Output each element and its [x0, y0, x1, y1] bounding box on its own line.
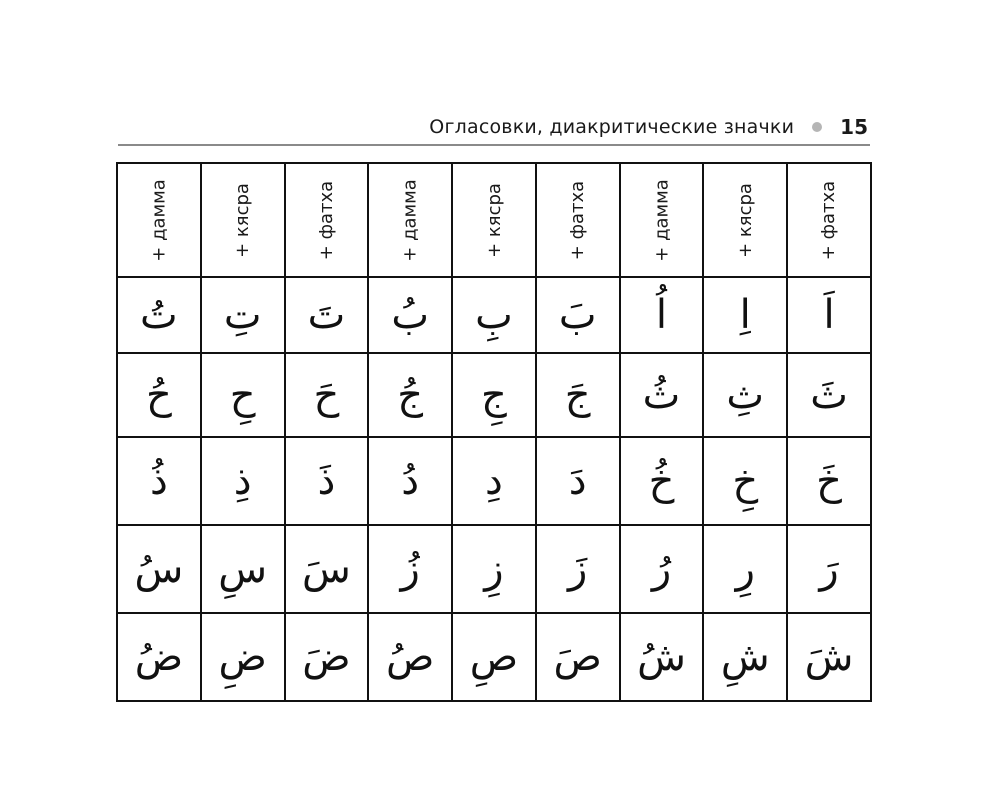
arabic-syllable: ثُ: [642, 372, 681, 418]
column-header: [620, 163, 704, 277]
arabic-syllable: اَ: [823, 292, 835, 338]
table-cell: [787, 613, 871, 701]
table-cell: [285, 353, 369, 437]
arabic-syllable: سِ: [218, 546, 268, 592]
arabic-syllable: صَ: [553, 634, 602, 680]
arabic-syllable: اِ: [739, 292, 751, 338]
arabic-syllable: رَ: [819, 546, 839, 592]
table-cell: [452, 353, 536, 437]
table-cell: [201, 613, 285, 701]
table-cell: [620, 277, 704, 353]
table-cell: [117, 525, 201, 613]
table-cell: [703, 525, 787, 613]
table-cell: [201, 525, 285, 613]
table-cell: [368, 525, 452, 613]
arabic-syllable: سُ: [134, 546, 184, 592]
arabic-syllable: تِ: [223, 292, 262, 338]
table-cell: [536, 277, 620, 353]
arabic-syllable: دُ: [401, 458, 420, 504]
vowel-table: [116, 162, 872, 702]
arabic-syllable: ثِ: [726, 372, 765, 418]
table-cell: [452, 277, 536, 353]
arabic-syllable: حُ: [145, 372, 172, 418]
arabic-syllable: ذُ: [149, 458, 168, 504]
table-cell: [703, 277, 787, 353]
section-title: Огласовки, диакритические значки: [429, 116, 795, 138]
column-header: [536, 163, 620, 277]
column-header-label: + дамма: [651, 178, 673, 262]
column-header: [368, 163, 452, 277]
arabic-syllable: صِ: [469, 634, 519, 680]
arabic-syllable: اُ: [655, 292, 668, 338]
arabic-syllable: شُ: [637, 634, 686, 680]
table-cell: [703, 437, 787, 525]
table-cell: [285, 613, 369, 701]
table-cell: [117, 437, 201, 525]
column-header: [452, 163, 536, 277]
arabic-syllable: دَ: [568, 458, 587, 504]
table-cell: [117, 277, 201, 353]
arabic-syllable: ضُ: [134, 634, 184, 680]
arabic-syllable: جَ: [564, 372, 591, 418]
arabic-syllable: بُ: [391, 292, 429, 338]
table-cell: [452, 613, 536, 701]
column-header-label: + кясра: [232, 182, 254, 258]
table-cell: [703, 613, 787, 701]
column-header: [787, 163, 871, 277]
column-header: [201, 163, 285, 277]
column-header-label: + дамма: [400, 178, 422, 262]
table-cell: [620, 353, 704, 437]
column-header-label: + кясра: [483, 182, 505, 258]
arabic-syllable: ذَ: [317, 458, 336, 504]
table-cell: [703, 353, 787, 437]
bullet-dot-icon: [812, 122, 822, 132]
column-header-label: + фатха: [567, 180, 589, 260]
arabic-syllable: سَ: [302, 546, 351, 592]
arabic-syllable: رُ: [651, 546, 672, 592]
arabic-syllable: جُ: [397, 372, 424, 418]
table-cell: [201, 353, 285, 437]
header-row: [117, 163, 871, 277]
table-cell: [536, 613, 620, 701]
table-cell: [536, 525, 620, 613]
arabic-syllable: خَ: [816, 458, 842, 504]
column-header-label: + дамма: [148, 178, 170, 262]
arabic-syllable: دِ: [485, 458, 503, 504]
arabic-syllable: صُ: [386, 634, 435, 680]
arabic-syllable: ثَ: [810, 372, 848, 418]
table-row: [117, 353, 871, 437]
table-cell: [117, 353, 201, 437]
arabic-syllable: خِ: [732, 458, 759, 504]
table-row: [117, 525, 871, 613]
column-header: [285, 163, 369, 277]
column-header-label: + фатха: [315, 180, 337, 260]
arabic-syllable: تُ: [140, 292, 178, 338]
arabic-syllable: خُ: [648, 458, 675, 504]
table-cell: [368, 277, 452, 353]
table-cell: [620, 437, 704, 525]
table-cell: [285, 277, 369, 353]
table-cell: [368, 437, 452, 525]
table-cell: [536, 437, 620, 525]
table-row: [117, 613, 871, 701]
table-cell: [620, 613, 704, 701]
column-header-label: + кясра: [734, 182, 756, 258]
arabic-syllable: زَ: [568, 546, 588, 592]
table-cell: [787, 277, 871, 353]
table-cell: [201, 437, 285, 525]
arabic-syllable: حِ: [229, 372, 256, 418]
column-header-label: + фатха: [818, 180, 840, 260]
table-row: [117, 277, 871, 353]
table-row: [117, 437, 871, 525]
page-number: 15: [840, 115, 868, 139]
arabic-syllable: ضَ: [302, 634, 351, 680]
arabic-syllable: شِ: [720, 634, 770, 680]
arabic-syllable: زِ: [484, 546, 504, 592]
table-cell: [452, 525, 536, 613]
table-cell: [117, 613, 201, 701]
arabic-syllable: بَ: [558, 292, 597, 338]
table-cell: [787, 353, 871, 437]
table-cell: [201, 277, 285, 353]
arabic-syllable: ضِ: [218, 634, 267, 680]
table-cell: [536, 353, 620, 437]
table-cell: [285, 437, 369, 525]
column-header: [117, 163, 201, 277]
page-header: [118, 112, 870, 146]
arabic-syllable: شَ: [804, 634, 854, 680]
table-cell: [620, 525, 704, 613]
table-cell: [285, 525, 369, 613]
column-header: [703, 163, 787, 277]
arabic-syllable: ذِ: [233, 458, 252, 504]
table-cell: [368, 353, 452, 437]
table-cell: [452, 437, 536, 525]
table-cell: [787, 437, 871, 525]
arabic-syllable: رِ: [735, 546, 755, 592]
arabic-syllable: حَ: [313, 372, 340, 418]
arabic-syllable: بِ: [475, 292, 513, 338]
table-cell: [368, 613, 452, 701]
arabic-syllable: تَ: [307, 292, 346, 338]
arabic-syllable: زُ: [400, 546, 420, 592]
table-cell: [787, 525, 871, 613]
arabic-syllable: جِ: [481, 372, 507, 418]
